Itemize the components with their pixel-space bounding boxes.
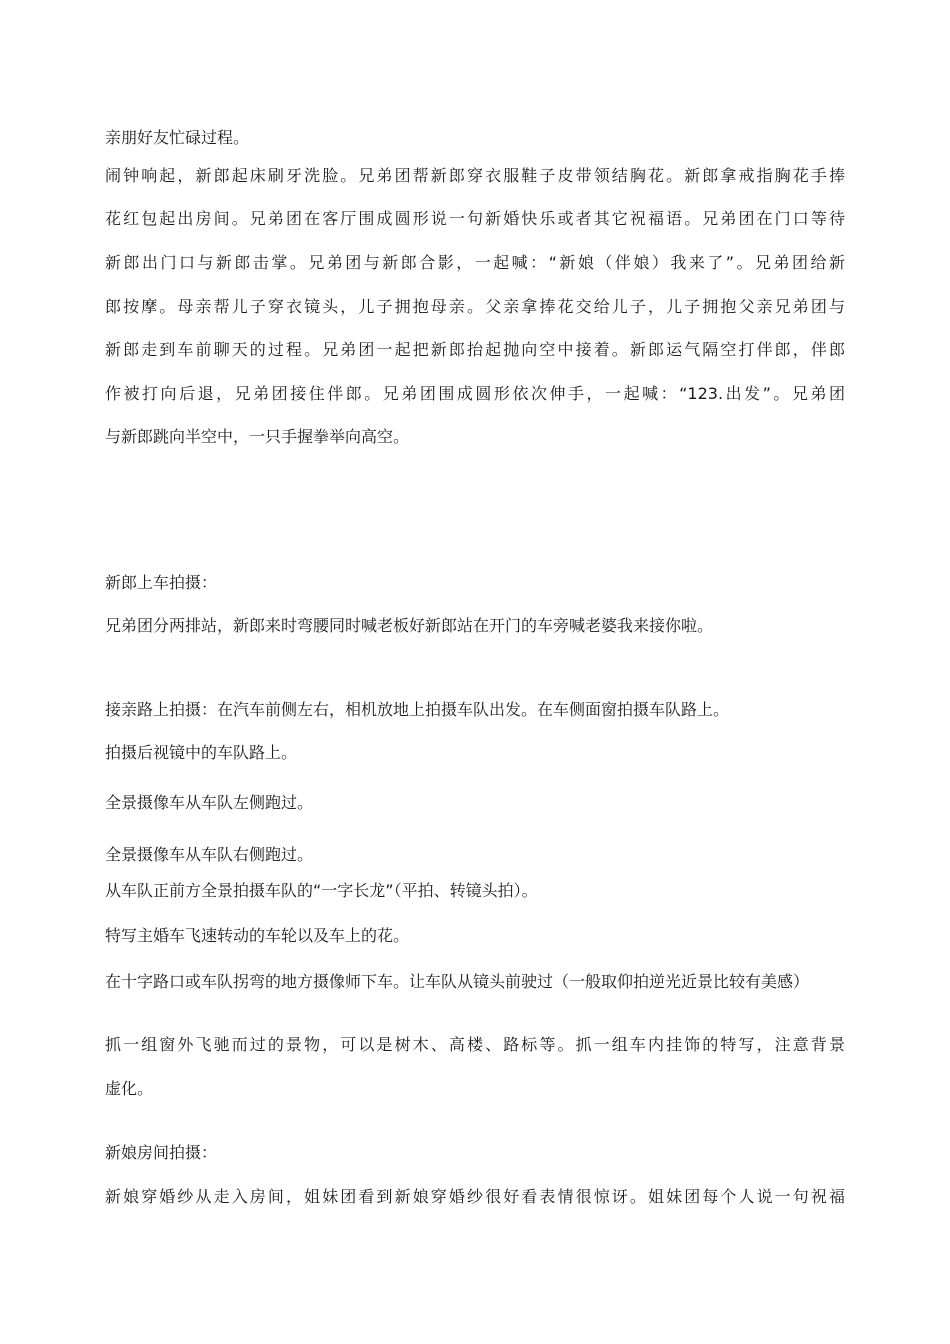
road-line: 从车队正前方全景拍摄车队的“一字长龙”（平拍、转镜头拍）。 <box>105 881 538 900</box>
paragraph-line: 新郎出门口与新郎击掌。兄弟团与新郎合影，一起喊：“新娘（伴娘）我来了”。兄弟团给新 <box>105 253 845 272</box>
groom-car-heading: 新郎上车拍摄： <box>105 573 218 592</box>
road-line: 在十字路口或车队拐弯的地方摄像师下车。让车队从镜头前驶过（一般取仰拍逆光近景比较有美感） <box>105 972 810 991</box>
paragraph-line: 与新郎跳向半空中，一只手握拳举向高空。 <box>105 427 410 446</box>
road-line: 拍摄后视镜中的车队路上。 <box>105 743 298 762</box>
road-line: 全景摄像车从车队右侧跑过。 <box>105 845 314 864</box>
paragraph-line: 闹钟响起，新郎起床刷牙洗脸。兄弟团帮新郎穿衣服鞋子皮带领结胸花。新郎拿戒指胸花手捧 <box>105 166 845 185</box>
road-line: 全景摄像车从车队左侧跑过。 <box>105 793 314 812</box>
road-line: 抓一组窗外飞驰而过的景物，可以是树木、高楼、路标等。抓一组车内挂饰的特写，注意背景 <box>105 1035 845 1054</box>
road-line: 特写主婚车飞速转动的车轮以及车上的花。 <box>105 926 410 945</box>
road-line: 虚化。 <box>105 1079 154 1098</box>
paragraph-line: 花红包起出房间。兄弟团在客厅围成圆形说一句新婚快乐或者其它祝福语。兄弟团在门口等待 <box>105 209 845 228</box>
bride-room-text: 新娘穿婚纱从走入房间，姐妹团看到新娘穿婚纱很好看表情很惊讶。姐妹团每个人说一句祝福 <box>105 1187 845 1206</box>
paragraph-line: 作被打向后退，兄弟团接住伴郎。兄弟团围成圆形依次伸手，一起喊：“123.出发”。兄弟团 <box>105 384 845 403</box>
bride-room-heading: 新娘房间拍摄： <box>105 1143 218 1162</box>
intro-heading: 亲朋好友忙碌过程。 <box>105 128 250 147</box>
paragraph-line: 新郎走到车前聊天的过程。兄弟团一起把新郎抬起抛向空中接着。新郎运气隔空打伴郎，伴郎 <box>105 340 845 359</box>
groom-car-text: 兄弟团分两排站，新郎来时弯腰同时喊老板好新郎站在开门的车旁喊老婆我来接你啦。 <box>105 616 714 635</box>
road-line: 接亲路上拍摄：在汽车前侧左右，相机放地上拍摄车队出发。在车侧面窗拍摄车队路上。 <box>105 700 730 719</box>
paragraph-line: 郎按摩。母亲帮儿子穿衣镜头，儿子拥抱母亲。父亲拿捧花交给儿子，儿子拥抱父亲兄弟团与 <box>105 297 845 316</box>
